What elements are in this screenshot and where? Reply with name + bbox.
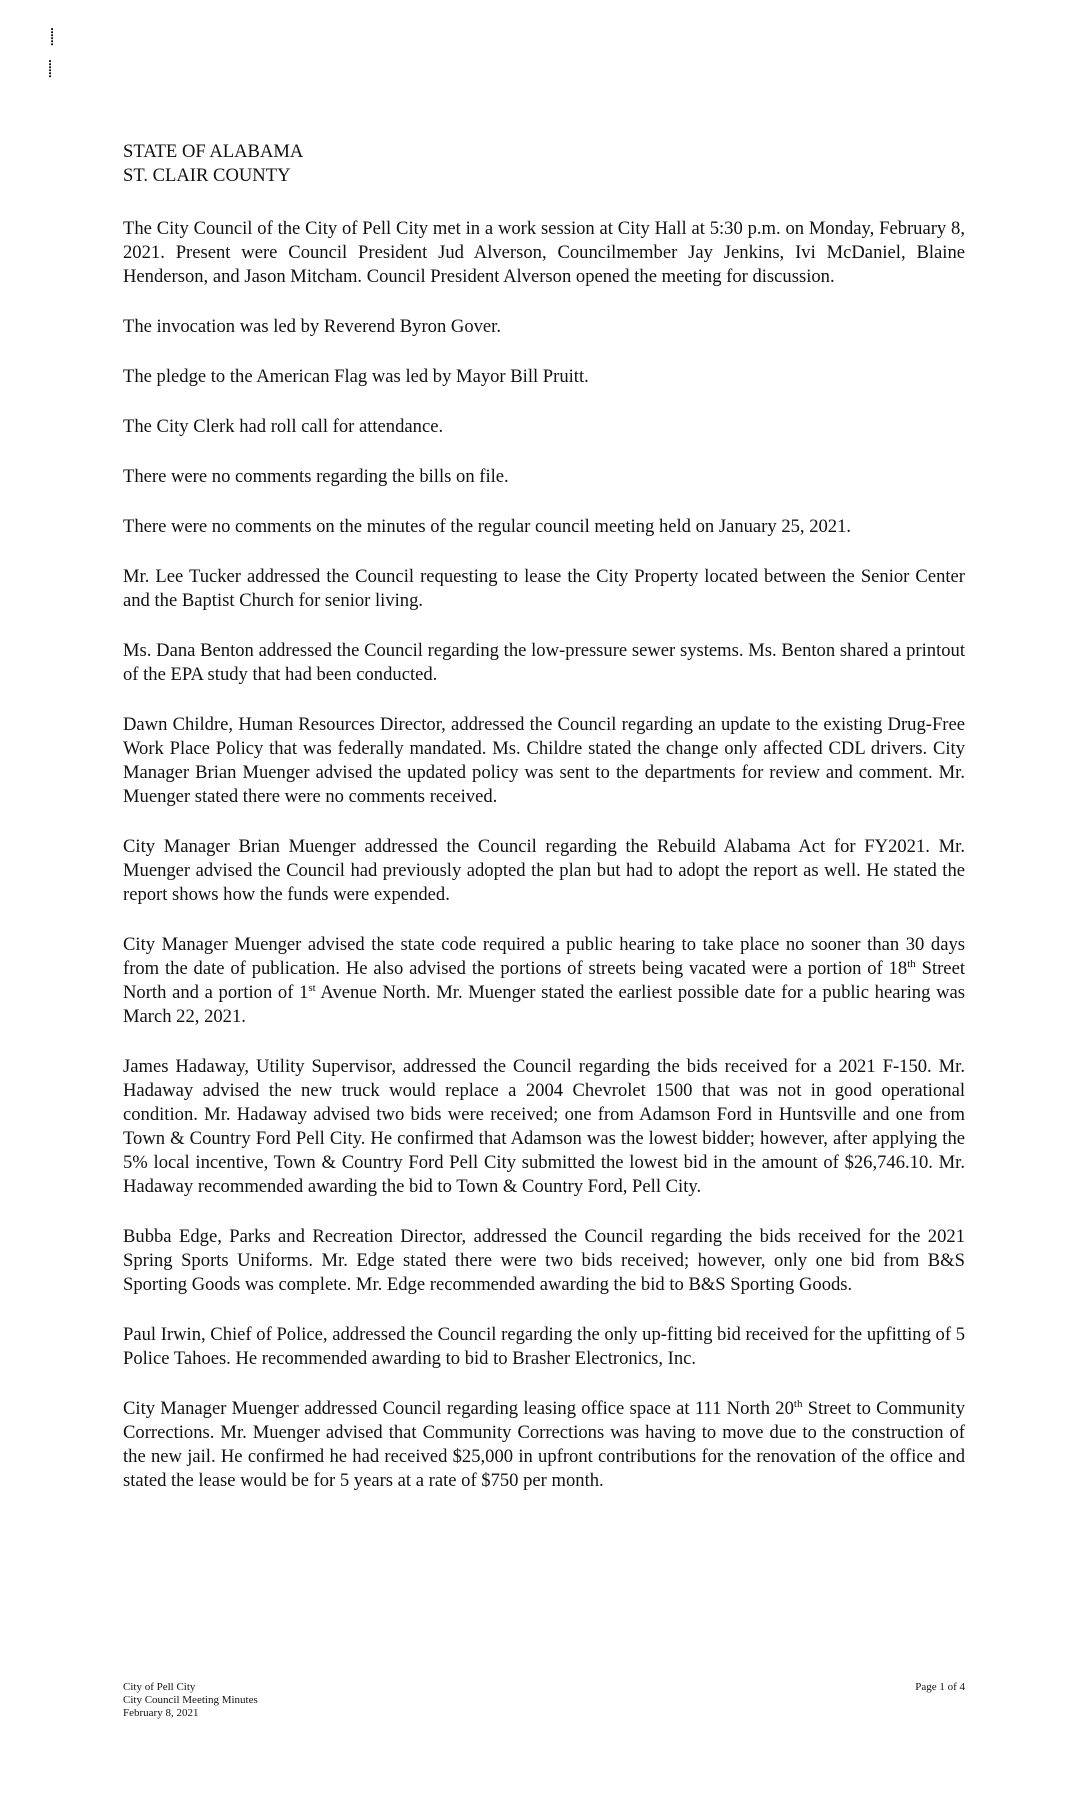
text-run: Avenue North. Mr. Muenger stated the earliest possible date for a public hearing was March 22, 2021.	[123, 982, 966, 1027]
document-header	[123, 140, 965, 188]
bills-paragraph: There were no comments regarding the bills on file.	[123, 466, 509, 487]
office-lease-paragraph	[123, 1397, 965, 1493]
uniforms-bid-paragraph: Bubba Edge, Parks and Recreation Director, addressed the Council regarding the bids received for the 2021 Spring Sports Uniforms. Mr. Edge stated there were two bids received; however, only one bid from B&S Sporting Goods was complete. Mr. Edge recommended awarding the bid to B&S Sporting Goods.	[123, 1226, 965, 1295]
text-run: City Manager Muenger advised the state code required a public hearing to take place no sooner than 30 days from the date of publication. He also advised the portions of streets being vacated were a portion of 18	[123, 934, 965, 979]
footer-date: February 8, 2021	[123, 1707, 199, 1719]
county-heading: ST. CLAIR COUNTY	[123, 165, 291, 186]
state-heading: STATE OF ALABAMA	[123, 141, 304, 162]
footer-document-info	[123, 1681, 258, 1720]
drug-free-policy-paragraph: Dawn Childre, Human Resources Director, addressed the Council regarding an update to the existing Drug-Free Work Place Policy that was federally mandated. Ms. Childre stated the change only affected CDL drivers. City Manager Brian Muenger advised the updated policy was sent to the departments for review and comment. Mr. Muenger stated there were no comments received.	[123, 714, 965, 807]
pledge-paragraph: The pledge to the American Flag was led by Mayor Bill Pruitt.	[123, 366, 589, 387]
benton-sewer-paragraph: Ms. Dana Benton addressed the Council regarding the low-pressure sewer systems. Ms. Benton shared a printout of the EPA study that had been conducted.	[123, 640, 965, 685]
meeting-opening-paragraph: The City Council of the City of Pell City met in a work session at City Hall at 5:30 p.m. on Monday, February 8, 2021. Present were Council President Jud Alverson, Councilmember Jay Jenkins, Ivi McDaniel, Blaine Henderson, and Jason Mitcham. Council President Alverson opened the meeting for discussion.	[123, 218, 965, 287]
invocation-paragraph: The invocation was led by Reverend Byron Gover.	[123, 316, 501, 337]
tucker-lease-paragraph: Mr. Lee Tucker addressed the Council requesting to lease the City Property located between the Senior Center and the Baptist Church for senior living.	[123, 566, 965, 611]
ordinal-suffix: st	[308, 981, 316, 994]
footer-meeting-type: City Council Meeting Minutes	[123, 1694, 258, 1706]
street-vacation-paragraph	[123, 933, 965, 1029]
text-run: Street to Community Corrections. Mr. Muenger advised that Community Corrections was having to move due to the construction of the new jail. He confirmed he had received $25,000 in upfront contributions for the renovation of the office and stated the lease would be for 5 years at a rate of $750 per month.	[123, 1398, 965, 1491]
ordinal-suffix: th	[907, 957, 916, 970]
page-number: Page 1 of 4	[915, 1681, 965, 1693]
roll-call-paragraph: The City Clerk had roll call for attendance.	[123, 416, 444, 437]
scan-mark: ⸽	[48, 61, 53, 78]
minutes-body	[123, 140, 965, 1519]
ordinal-suffix: th	[793, 1397, 803, 1410]
minutes-comments-paragraph: There were no comments on the minutes of the regular council meeting held on January 25, 2021.	[123, 516, 852, 537]
police-upfit-paragraph: Paul Irwin, Chief of Police, addressed the Council regarding the only up-fitting bid received for the upfitting of 5 Police Tahoes. He recommended awarding to bid to Brasher Electronics, Inc.	[123, 1324, 965, 1369]
truck-bid-paragraph: James Hadaway, Utility Supervisor, addressed the Council regarding the bids received for a 2021 F-150. Mr. Hadaway advised the new truck would replace a 2004 Chevrolet 1500 that was not in good operational condition. Mr. Hadaway advised two bids were received; one from Adamson Ford in Huntsville and one from Town & Country Ford Pell City. He confirmed that Adamson was the lowest bidder; however, after applying the 5% local incentive, Town & Country Ford Pell City submitted the lowest bid in the amount of $26,746.10. Mr. Hadaway recommended awarding the bid to Town & Country Ford, Pell City.	[123, 1056, 965, 1197]
scan-mark: ⸽	[50, 29, 55, 46]
text-run: City Manager Muenger addressed Council regarding leasing office space at 111 North 20	[123, 1398, 794, 1419]
footer-city: City of Pell City	[123, 1681, 196, 1693]
text-run: Street North and a portion of 1	[123, 958, 965, 1003]
rebuild-alabama-paragraph: City Manager Brian Muenger addressed the Council regarding the Rebuild Alabama Act for FY2021. Mr. Muenger advised the Council had previously adopted the plan but had to adopt the report as well. He stated the report shows how the funds were expended.	[123, 836, 965, 905]
